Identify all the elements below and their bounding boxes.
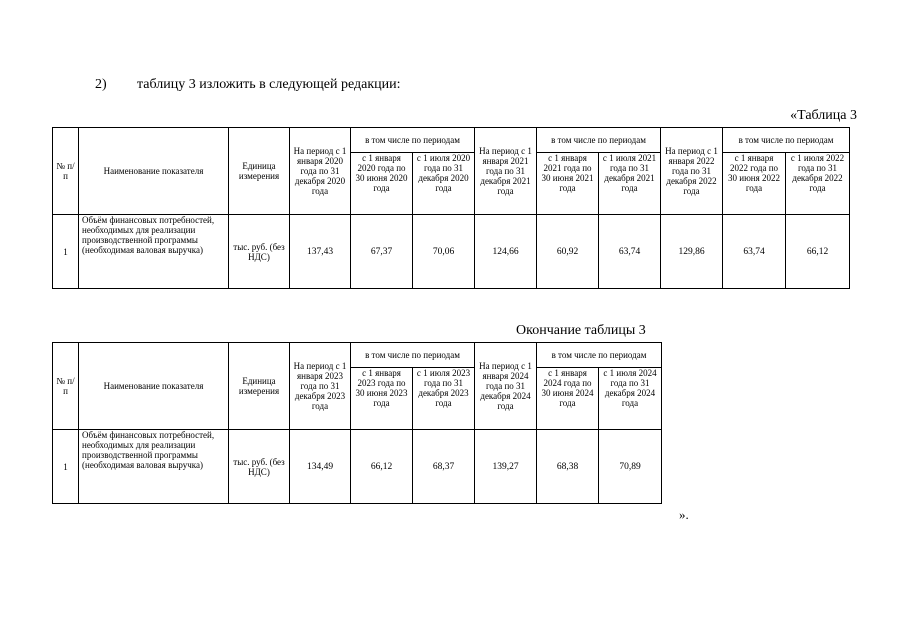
header-unit: Единица измерения: [229, 128, 290, 215]
header-period-2023: На период с 1 января 2023 года по 31 декабря 2023 года: [290, 343, 351, 430]
value-2022-h1: 63,74: [723, 215, 786, 289]
header-period-2021: На период с 1 января 2021 года по 31 декабря 2021 года: [475, 128, 537, 215]
header-split-2020: в том числе по периодам: [351, 128, 475, 153]
value-2023-total: 134,49: [290, 430, 351, 504]
row-number: 1: [53, 430, 79, 504]
header-2020-h1: с 1 января 2020 года по 30 июня 2020 года: [351, 153, 413, 215]
value-2023-h2: 68,37: [413, 430, 475, 504]
header-2021-h2: с 1 июля 2021 года по 31 декабря 2021 года: [599, 153, 661, 215]
value-2020-total: 137,43: [290, 215, 351, 289]
value-2024-h1: 68,38: [537, 430, 599, 504]
header-2021-h1: с 1 января 2021 года по 30 июня 2021 года: [537, 153, 599, 215]
header-2020-h2: с 1 июля 2020 года по 31 декабря 2020 года: [413, 153, 475, 215]
header-2023-h1: с 1 января 2023 года по 30 июня 2023 года: [351, 368, 413, 430]
header-split-2021: в том числе по периодам: [537, 128, 661, 153]
header-split-2024: в том числе по периодам: [537, 343, 662, 368]
table-1-caption: «Таблица 3: [790, 108, 857, 123]
header-2023-h2: с 1 июля 2023 года по 31 декабря 2023 года: [413, 368, 475, 430]
header-row-number: № п/п: [53, 343, 79, 430]
header-row-number: № п/п: [53, 128, 79, 215]
row-unit: тыс. руб. (без НДС): [229, 430, 290, 504]
table-2: [52, 342, 662, 504]
value-2020-h2: 70,06: [413, 215, 475, 289]
closing-quote: ».: [679, 507, 689, 522]
value-2022-total: 129,86: [661, 215, 723, 289]
header-2024-h2: с 1 июля 2024 года по 31 декабря 2024 года: [599, 368, 662, 430]
value-2020-h1: 67,37: [351, 215, 413, 289]
header-indicator-name: Наименование показателя: [79, 343, 229, 430]
table-row: [53, 215, 850, 289]
value-2022-h2: 66,12: [786, 215, 850, 289]
value-2024-h2: 70,89: [599, 430, 662, 504]
table-1: [52, 127, 850, 289]
header-period-2022: На период с 1 января 2022 года по 31 декабря 2022 года: [661, 128, 723, 215]
row-indicator-name: Объём финансовых потребностей, необходимых для реализации производственной программы (необходимая валовая выручка): [79, 215, 229, 289]
header-2022-h1: с 1 января 2022 года по 30 июня 2022 года: [723, 153, 786, 215]
header-period-2020: На период с 1 января 2020 года по 31 декабря 2020 года: [290, 128, 351, 215]
value-2023-h1: 66,12: [351, 430, 413, 504]
header-period-2024: На период с 1 января 2024 года по 31 декабря 2024 года: [475, 343, 537, 430]
header-unit: Единица измерения: [229, 343, 290, 430]
table-row: [53, 430, 662, 504]
header-2024-h1: с 1 января 2024 года по 30 июня 2024 года: [537, 368, 599, 430]
table-2-caption: Окончание таблицы 3: [516, 323, 646, 338]
row-indicator-name: Объём финансовых потребностей, необходимых для реализации производственной программы (необходимая валовая выручка): [79, 430, 229, 504]
paragraph-text: таблицу 3 изложить в следующей редакции:: [137, 77, 401, 92]
row-number: 1: [53, 215, 79, 289]
amendment-paragraph: [95, 77, 401, 93]
value-2021-total: 124,66: [475, 215, 537, 289]
header-indicator-name: Наименование показателя: [79, 128, 229, 215]
row-unit: тыс. руб. (без НДС): [229, 215, 290, 289]
header-split-2023: в том числе по периодам: [351, 343, 475, 368]
header-2022-h2: с 1 июля 2022 года по 31 декабря 2022 года: [786, 153, 850, 215]
value-2021-h2: 63,74: [599, 215, 661, 289]
header-split-2022: в том числе по периодам: [723, 128, 850, 153]
value-2021-h1: 60,92: [537, 215, 599, 289]
paragraph-number: 2): [95, 77, 107, 92]
value-2024-total: 139,27: [475, 430, 537, 504]
